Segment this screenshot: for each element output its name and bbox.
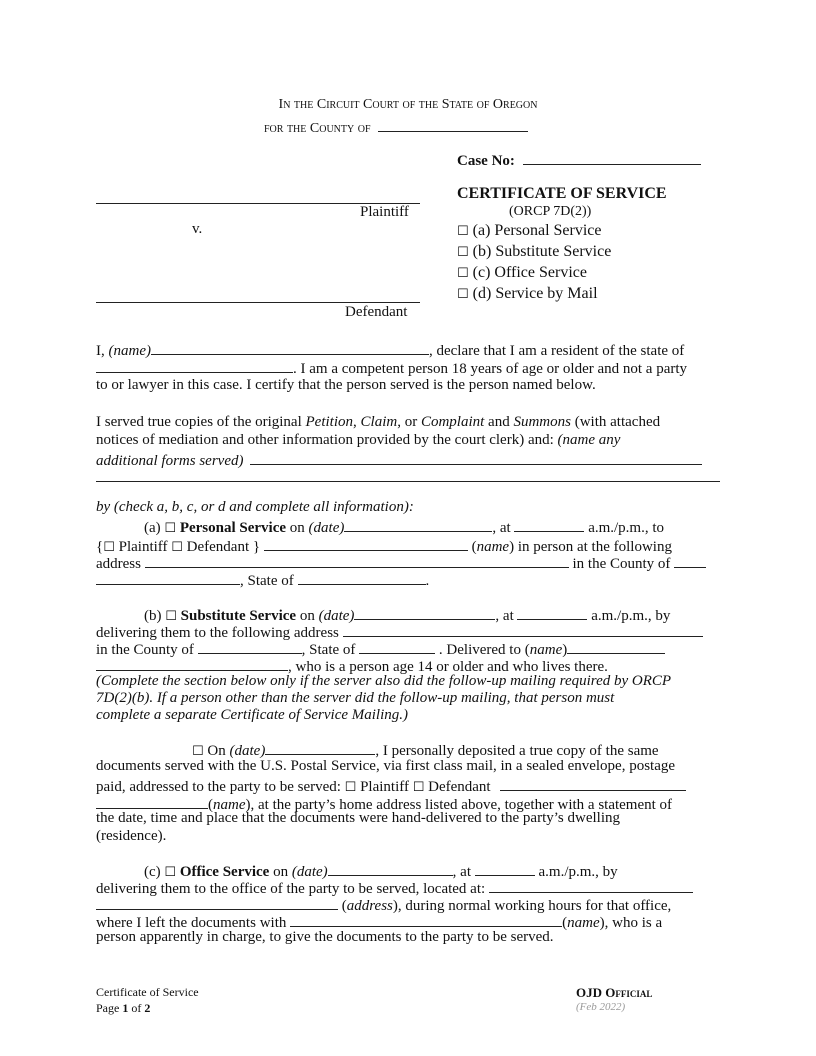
substitute-date-field[interactable] — [354, 605, 495, 620]
empty-checkbox-icon[interactable]: ☐ — [457, 245, 469, 260]
empty-checkbox-icon[interactable]: ☐ — [164, 521, 177, 536]
empty-checkbox-icon[interactable]: ☐ — [103, 540, 115, 555]
personal-line-3: address in the County of — [96, 553, 706, 573]
mailing-date-field[interactable] — [265, 740, 375, 755]
declarant-name-field[interactable] — [151, 340, 429, 355]
footer-page-number: Page 1 of 2 — [96, 1001, 151, 1015]
office-line-5: person apparently in charge, to give the documents to the party to be served. — [96, 929, 554, 945]
empty-checkbox-icon[interactable]: ☐ — [192, 744, 204, 759]
footer-form-name: Certificate of Service — [96, 985, 199, 999]
substitute-line-1: (b) ☐ Substitute Service on (date) , at a.m./p.m., by — [144, 605, 670, 625]
county-field[interactable] — [378, 117, 528, 132]
personal-county-field-2[interactable] — [96, 570, 240, 585]
served-line-3: additional forms served) — [96, 450, 702, 470]
mailing-line-5: the date, time and place that the documents were hand-delivered to the party’s dwelling — [96, 810, 620, 826]
office-address-field[interactable] — [96, 895, 338, 910]
substitute-recipient-field-2[interactable] — [96, 656, 288, 671]
footer-ojd-official: OJD Official — [576, 985, 653, 1000]
personal-address-field[interactable] — [145, 553, 569, 568]
personal-time-field[interactable] — [514, 517, 584, 532]
additional-forms-field[interactable] — [250, 450, 702, 465]
empty-checkbox-icon[interactable]: ☐ — [165, 609, 177, 624]
footer-revision-date: (Feb 2022) — [576, 1001, 626, 1013]
substitute-line-2: delivering them to the following address — [96, 622, 703, 642]
court-line-1: In the Circuit Court of the State of Oregon — [278, 97, 538, 112]
case-no-label: Case No: — [457, 153, 515, 169]
substitute-line-3: in the County of , State of . Delivered to (name) — [96, 639, 665, 659]
mailing-line-2: documents served with the U.S. Postal Service, via first class mail, in a sealed envelope, postage — [96, 758, 676, 774]
option-personal[interactable]: ☐ (a) Personal Service — [457, 222, 602, 239]
empty-checkbox-icon[interactable]: ☐ — [457, 224, 469, 239]
orcp-rule: (ORCP 7D(2)) — [509, 204, 592, 219]
office-line-4: where I left the documents with (name), who is a — [96, 912, 662, 932]
substitute-line-4: , who is a person age 14 or older and who lives there. — [96, 656, 608, 676]
office-location-field[interactable] — [489, 878, 693, 893]
personal-line-1: (a) ☐ Personal Service on (date) , at a.m./p.m., to — [144, 517, 664, 537]
empty-checkbox-icon[interactable]: ☐ — [457, 266, 469, 281]
option-mail[interactable]: ☐ (d) Service by Mail — [457, 285, 598, 302]
personal-line-4: , State of . — [96, 570, 429, 590]
personal-date-field[interactable] — [344, 517, 492, 532]
mailing-party-field-2[interactable] — [96, 794, 208, 809]
mailing-line-3: paid, addressed to the party to be served: ☐ Plaintiff ☐ Defendant — [96, 776, 686, 796]
personal-county-field[interactable] — [674, 553, 706, 568]
option-office[interactable]: ☐ (c) Office Service — [457, 264, 587, 281]
personal-line-2: {☐ Plaintiff ☐ Defendant } (name) in person at the following — [96, 536, 672, 556]
declaration-line-3: to or lawyer in this case. I certify that the person served is the person named below. — [96, 377, 596, 393]
served-line-2: notices of mediation and other information provided by the court clerk) and: (name any — [96, 432, 621, 448]
office-time-field[interactable] — [475, 861, 535, 876]
case-no-field[interactable] — [523, 150, 701, 165]
office-line-3: (address), during normal working hours for that office, — [96, 895, 671, 915]
empty-checkbox-icon[interactable]: ☐ — [457, 287, 469, 302]
court-line-2 — [264, 117, 528, 137]
empty-checkbox-icon[interactable]: ☐ — [344, 780, 357, 795]
office-line-2: delivering them to the office of the party to be served, located at: — [96, 878, 693, 898]
office-line-1: (c) ☐ Office Service on (date) , at a.m./p.m., by — [144, 861, 618, 881]
served-line-1: I served true copies of the original Petition, Claim, or Complaint and Summons (with attached — [96, 414, 661, 430]
option-substitute[interactable]: ☐ (b) Substitute Service — [457, 243, 612, 260]
mailing-line-4: (name), at the party’s home address listed above, together with a statement of — [96, 794, 672, 814]
versus-label: v. — [192, 221, 203, 237]
substitute-state-field[interactable] — [359, 639, 435, 654]
empty-checkbox-icon[interactable]: ☐ — [164, 865, 177, 880]
office-date-field[interactable] — [328, 861, 453, 876]
declaration-line-2: . I am a competent person 18 years of age or older and not a party — [96, 358, 687, 378]
substitute-note-2: 7D(2)(b). If a person other than the server did the follow-up mailing, that person must — [96, 690, 615, 706]
declaration-line-1: I, (name) , declare that I am a resident of the state of — [96, 340, 684, 360]
personal-party-name-field[interactable] — [264, 536, 468, 551]
county-label: for the County of — [264, 121, 371, 136]
substitute-address-field[interactable] — [343, 622, 703, 637]
substitute-county-field[interactable] — [198, 639, 302, 654]
mailing-line-1: ☐ On (date) , I personally deposited a true copy of the same — [192, 740, 659, 760]
certificate-title: CERTIFICATE OF SERVICE — [457, 185, 667, 202]
case-number — [457, 150, 701, 170]
defendant-line[interactable] — [96, 302, 420, 303]
personal-state-field[interactable] — [298, 570, 426, 585]
substitute-recipient-field[interactable] — [567, 639, 665, 654]
resident-state-field[interactable] — [96, 358, 293, 373]
mailing-party-field[interactable] — [500, 776, 686, 791]
plaintiff-label: Plaintiff — [360, 204, 409, 220]
additional-forms-line-2[interactable] — [96, 481, 720, 482]
empty-checkbox-icon[interactable]: ☐ — [171, 540, 183, 555]
office-person-field[interactable] — [290, 912, 562, 927]
check-instruction: by (check a, b, c, or d and complete all information): — [96, 499, 414, 515]
substitute-note-1: (Complete the section below only if the server also did the follow-up mailing required by ORCP — [96, 673, 672, 689]
substitute-note-3: complete a separate Certificate of Service Mailing.) — [96, 707, 408, 723]
empty-checkbox-icon[interactable]: ☐ — [412, 780, 425, 795]
substitute-time-field[interactable] — [517, 605, 587, 620]
defendant-label: Defendant — [345, 304, 408, 320]
mailing-line-6: (residence). — [96, 828, 167, 844]
